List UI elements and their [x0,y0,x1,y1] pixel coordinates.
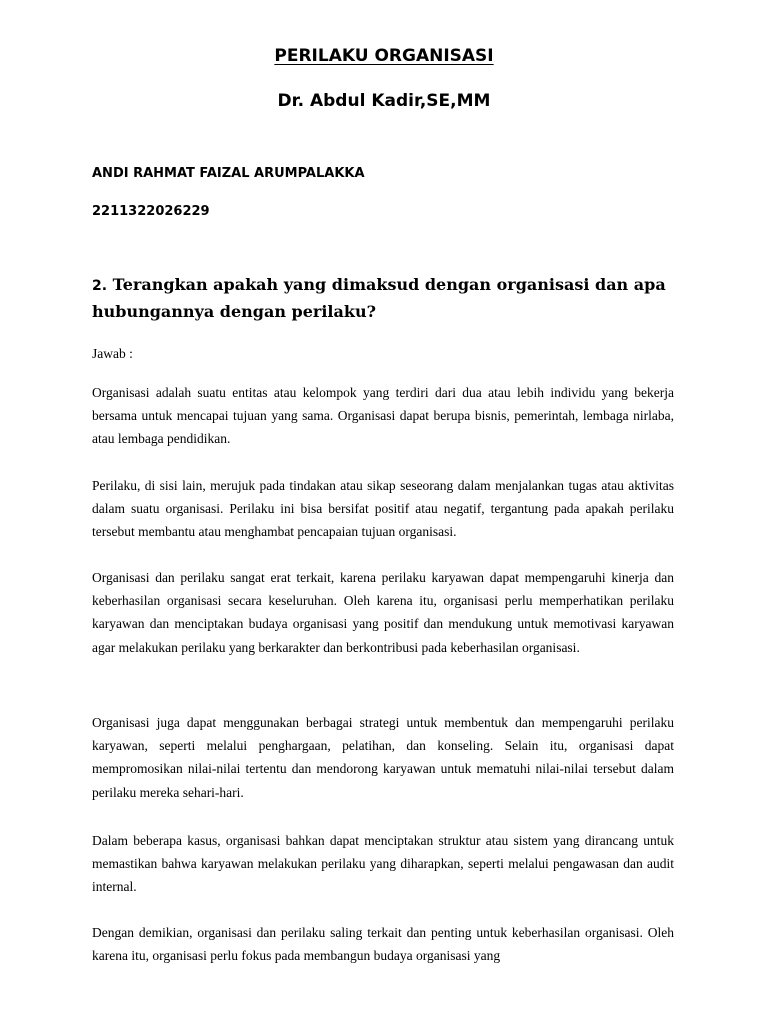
question-heading [92,272,672,325]
lecturer-name: Dr. Abdul Kadir,SE,MM [277,91,491,111]
answer-paragraph: Organisasi dan perilaku sangat erat terkait, karena perilaku karyawan dapat mempengaruhi kinerja dan keberhasilan organisasi secara keseluruhan. Oleh karena itu, organisasi perlu memperhatikan perilaku karyawan dan menciptakan budaya organisasi yang positif dan mendukung untuk memotivasi karyawan agar melakukan perilaku yang berkarakter dan berkontribusi pada keberhasilan organisasi. [92,570,674,655]
student-name: ANDI RAHMAT FAIZAL ARUMPALAKKA [92,166,365,181]
answer-paragraph: Dalam beberapa kasus, organisasi bahkan dapat menciptakan struktur atau sistem yang dirancang untuk memastikan bahwa karyawan melakukan perilaku yang diharapkan, seperti melalui pengawasan dan audit internal. [92,833,674,895]
answer-paragraph: Dengan demikian, organisasi dan perilaku saling terkait dan penting untuk keberhasilan organisasi. Oleh karena itu, organisasi perlu fokus pada membangun budaya organisasi yang [92,925,674,964]
answer-label: Jawab : [92,346,133,361]
answer-paragraph: Organisasi juga dapat menggunakan berbagai strategi untuk membentuk dan mempengaruhi perilaku karyawan, seperti melalui penghargaan, pelatihan, dan konseling. Selain itu, organisasi dapat mempromosikan nilai-nilai tertentu dan mendorong karyawan untuk mematuhi nilai-nilai tersebut dalam perilaku mereka sehari-hari. [92,715,674,800]
document-title: PERILAKU ORGANISASI [274,46,494,66]
answer-paragraph: Organisasi adalah suatu entitas atau kelompok yang terdiri dari dua atau lebih individu yang bekerja bersama untuk mencapai tujuan yang sama. Organisasi dapat berupa bisnis, pemerintah, lembaga nirlaba, atau lembaga pendidikan. [92,385,674,447]
answer-paragraph: Perilaku, di sisi lain, merujuk pada tindakan atau sikap seseorang dalam menjalankan tugas atau aktivitas dalam suatu organisasi. Perilaku ini bisa bersifat positif atau negatif, tergantung pada apakah perilaku tersebut membantu atau menghambat pencapaian tujuan organisasi. [92,478,674,540]
question-number: 2. [92,278,108,294]
student-id: 2211322026229 [92,204,210,219]
question-text: Terangkan apakah yang dimaksud dengan organisasi dan apa hubungannya dengan perilaku? [92,275,666,321]
